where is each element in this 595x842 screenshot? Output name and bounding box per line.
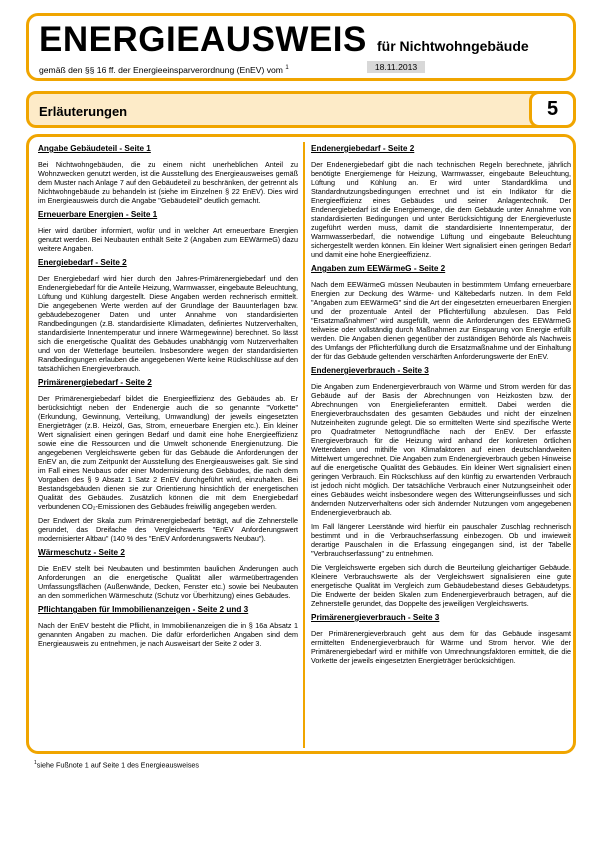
explanation-section	[311, 264, 571, 361]
regulation-text: gemäß den §§ 16 ff. der Energieeinsparverordnung (EnEV) vom	[39, 64, 283, 75]
regulation-footnote-mark: 1	[285, 65, 289, 71]
section-heading: Primärenergiebedarf - Seite 2	[38, 378, 152, 387]
explanation-section	[311, 144, 571, 259]
document-header	[26, 13, 576, 81]
section-heading: Angabe Gebäudeteil - Seite 1	[38, 144, 151, 153]
page-number-badge: 5	[529, 91, 576, 128]
section-paragraph: Nach dem EEWärmeG müssen Neubauten in bestimmtem Umfang erneuerbare Energien zur Deckung des Wärme- und Kältebedarfs nutzen. In dem Feld "Angaben zum EEWärmeG" sind die Art der eingesetzten erneuerbaren Energien und der prozentuale Anteil der Pflichterfüllung abzulesen. Das Feld "Ersatzmaßnahmen" wird ausgefüllt, wenn die Anforderungen des EEWärmeG teilweise oder vollständig durch Maßnahmen zur Einsparung von Energie erfüllt werden. Die Angaben dienen gegenüber der zuständigen Behörde als Nachweis des Umfangs der Pflichterfüllung durch die Ersatzmaßnahme und der Einhaltung der für das Gebäude geltenden verschärften Anforderungswerte der EnEV.	[311, 280, 571, 361]
section-paragraph: Der Endenergiebedarf gibt die nach technischen Regeln berechnete, jährlich benötigte Energiemenge für Heizung, Warmwasser, eingebaute Beleuchtung, Lüftung und Kühlung an. Er wird unter Standardklima und Standardnutzungsbedingungen errechnet und ist ein Indikator für die Energieeffizienz eines Gebäudes und seiner Anlagentechnik. Der Endenergiebedarf ist die Energiemenge, die dem Gebäude unter Annahme von standardisierten Bedingungen und unter Berücksichtigung der Energieverluste zugeführt werden muss, damit die standardisierte Innentemperatur, der Warmwasserbedarf, die notwendige Lüftung und eingebaute Beleuchtung sichergestellt werden können. Ein kleiner Wert signalisiert einen geringen Bedarf und damit eine hohe Energieeffizienz.	[311, 160, 571, 259]
column-divider	[303, 142, 305, 748]
section-paragraph: Der Energiebedarf wird hier durch den Jahres-Primärenergiebedarf und den Endenergiebedarf für die Anteile Heizung, Warmwasser, eingebaute Beleuchtung, Lüftung und Kühlung dargestellt. Diese Angaben werden rechnerisch ermittelt. Die angegebenen Werte werden auf der Grundlage der Bauunterlagen bzw. gebäudebezogener Daten und unter Annahme von standardisierten Randbedingungen (z.B. standardisierte Klimadaten, definiertes Nutzerverhalten, standardisierte Innentemperatur und innere Wärmegewinne) berechnet. So lässt sich die energetische Qualität des Gebäudes unabhängig vom Nutzerverhalten und von der Wetterlage beurteilen. Insbesondere wegen der standardisierten Randbedingungen erlauben die angegebenen Werte keine Rückschlüsse auf den tatsächlichen Energieverbrauch.	[38, 274, 298, 373]
section-heading: Pflichtangaben für Immobilienanzeigen - Seite 2 und 3	[38, 605, 249, 614]
regulation-date: 18.11.2013	[367, 61, 425, 73]
explanation-section	[38, 258, 298, 373]
section-paragraph: Bei Nichtwohngebäuden, die zu einem nicht unerheblichen Anteil zu Wohnzwecken genutzt werden, ist die Ausstellung des Energieausweises gemäß dem Muster nach Anlage 7 auf den Gebäudeteil zu beschränken, der getrennt als Nichtwohngebäude zu behandeln ist (siehe im Einzelnen § 22 EnEV). Dies wird im Energieausweis durch die Angabe "Gebäudeteil" deutlich gemacht.	[38, 160, 298, 205]
section-paragraph: Hier wird darüber informiert, wofür und in welcher Art erneuerbare Energien genutzt werden. Bei Neubauten enthält Seite 2 (Angaben zum EEWärmeG) dazu weitere Angaben.	[38, 226, 298, 253]
section-paragraph: Der Endwert der Skala zum Primärenergiebedarf beträgt, auf die Zehnerstelle gerundet, das Dreifache des Vergleichswerts "EnEV Anforderungswert modernisierter Altbau" (140 % des "EnEV Anforderungswerts Neubau").	[38, 516, 298, 543]
section-paragraph: Nach der EnEV besteht die Pflicht, in Immobilienanzeigen die in § 16a Absatz 1 genannten Angaben zu machen. Die dafür erforderlichen Angaben sind dem Energieausweis zu entnehmen, je nach Ausweisart der Seite 2 oder 3.	[38, 621, 298, 648]
section-heading: Endenergieverbrauch - Seite 3	[311, 366, 429, 375]
section-paragraph: Der Primärenergieverbrauch geht aus dem für das Gebäude insgesamt ermittelten Endenergieverbrauch für Wärme und Strom hervor. Wie der Primärenergiebedarf wird er mithilfe von Umrechnungsfaktoren ermittelt, die die Vorkette der jeweils eingesetzten Energieträger berücksichtigen.	[311, 629, 571, 665]
document-title: ENERGIEAUSWEIS	[39, 20, 367, 59]
section-heading: Endenergiebedarf - Seite 2	[311, 144, 415, 153]
section-heading: Erneuerbare Energien - Seite 1	[38, 210, 158, 219]
explanation-section	[38, 548, 298, 600]
explanations-panel	[26, 134, 576, 754]
footnote-mark: 1	[34, 760, 37, 766]
section-heading: Energiebedarf - Seite 2	[38, 258, 127, 267]
footnote-text: siehe Fußnote 1 auf Seite 1 des Energieausweises	[36, 760, 199, 770]
section-paragraph: Die Angaben zum Endenergieverbrauch von Wärme und Strom werden für das Gebäude auf der Basis der Abrechnungen von Heizkosten bzw. der Abrechnungen von Energielieferanten ermittelt. Dabei werden die Energieverbrauchsdaten des gesamten Gebäudes und nicht der einzelnen Nutzeinheiten zugrunde gelegt. Die so ermittelten Werte sind spezifische Werte pro Quadratmeter Nettogrundfläche nach der EnEV. Der erfasste Energieverbrauch für die Heizung wird anhand der konkreten örtlichen Wetterdaten und mithilfe von Klimafaktoren auf einen deutschlandweiten Mittelwert umgerechnet. Die Angaben zum Endenergieverbrauch geben Hinweise auf die energetische Qualität des Gebäudes. Ein kleiner Wert signalisiert einen geringen Verbrauch. Ein Rückschluss auf den künftig zu erwartenden Verbrauch ist jedoch nicht möglich. Der tatsächliche Verbrauch einer Nutzungseinheit oder eines Gebäudes weicht insbesondere wegen des Witterungseinflusses und sich ändernden Nutzerverhaltens oder sich ändernder Nutzungen vom angegebenen Endenergieverbrauch ab.	[311, 382, 571, 517]
section-heading: Primärenergieverbrauch - Seite 3	[311, 613, 440, 622]
explanation-section	[311, 613, 571, 665]
section-heading: Angaben zum EEWärmeG - Seite 2	[311, 264, 446, 273]
explanation-section	[38, 144, 298, 205]
section-heading: Wärmeschutz - Seite 2	[38, 548, 125, 557]
document-subtitle: für Nichtwohngebäude	[377, 38, 529, 54]
explanation-section	[311, 366, 571, 608]
section-paragraph: Im Fall längerer Leerstände wird hierfür ein pauschaler Zuschlag rechnerisch bestimmt und in die Verbrauchserfassung einbezogen. Ob und inwieweit derartige Pauschalen in die Erfassung eingegangen sind, ist der Tabelle "Verbrauchserfassung" zu entnehmen.	[311, 522, 571, 558]
section-header	[26, 91, 576, 128]
explanation-section	[38, 210, 298, 253]
section-paragraph: Der Primärenergiebedarf bildet die Energieeffizienz des Gebäudes ab. Er berücksichtigt neben der Endenergie auch die so genannte "Vorkette" (Erkundung, Gewinnung, Verteilung, Umwandlung) der jeweils eingesetzten Energieträger (z.B. Heizöl, Gas, Strom, erneuerbare Energien etc.). Ein kleiner Wert signalisiert einen geringen Bedarf und damit eine hohe Energieeffizienz sowie eine die Ressourcen und die Umwelt schonende Energienutzung. Die angegebenen Vergleichswerte geben für das Gebäude die Anforderungen der EnEV an, die zum Zeitpunkt der Ausstellung des Energieausweises galt. Sie sind im Fall eines Neubaus oder einer Modernisierung des Gebäudes, die nach dem Vorgaben des § 9 Absatz 1 Satz 2 EnEV durchgeführt wird, einzuhalten. Bei Bestandsgebäuden dienen sie zur Orientierung hinsichtlich der energetischen Qualität des Gebäudes. Zusätzlich können die mit dem Energiebedarf verbundenen CO₂-Emissionen des Gebäudes freiwillig angegeben werden.	[38, 394, 298, 511]
footnote	[34, 760, 199, 769]
left-column	[38, 144, 298, 653]
explanation-section	[38, 605, 298, 648]
right-column	[311, 144, 571, 670]
section-paragraph: Die EnEV stellt bei Neubauten und bestimmten baulichen Änderungen auch Anforderungen an die energetische Qualität aller wärmeübertragenden Umfassungsflächen (Außenwände, Decken, Fenster etc.) sowie bei Neubauten an den sommerlichen Wärmeschutz (Schutz vor Überhitzung) eines Gebäudes.	[38, 564, 298, 600]
explanation-section	[38, 378, 298, 543]
section-paragraph: Die Vergleichswerte ergeben sich durch die Beurteilung gleichartiger Gebäude. Kleinere Verbrauchswerte als der Vergleichswert signalisieren eine gute energetische Qualität im Vergleich zum Gebäudebestand dieses Gebäudetyps. Die Endwerte der beiden Skalen zum Endenergieverbrauch betragen, auf die Zehnerstelle gerundet, das Doppelte des jeweiligen Vergleichswerts.	[311, 563, 571, 608]
regulation-line	[39, 63, 289, 76]
section-title: Erläuterungen	[39, 104, 128, 119]
